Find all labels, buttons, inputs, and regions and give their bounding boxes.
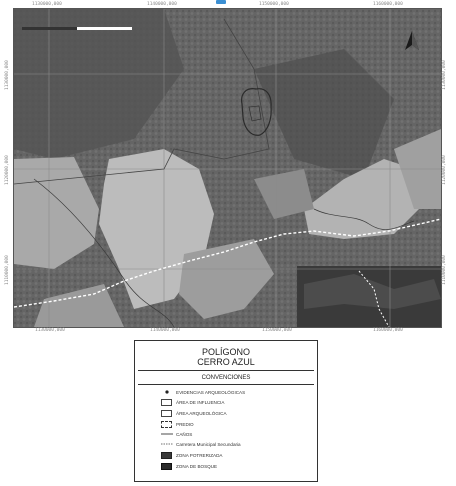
- coord-right-3: 1110000,000: [442, 255, 447, 285]
- map-view[interactable]: [13, 8, 442, 328]
- legend-item-archaeological: [160, 409, 227, 417]
- legend-item-label: ZONA DE BOSQUE: [176, 463, 218, 469]
- north-arrow-icon: [403, 30, 421, 52]
- legend-item-label: Carretera Municipal Secundaria: [176, 441, 241, 447]
- coord-right-2: 1120000,000: [442, 155, 447, 185]
- legend-item-road: [160, 440, 241, 448]
- line-icon: [160, 432, 173, 436]
- coord-right-1: 1130000,000: [442, 60, 447, 90]
- legend-conventions-heading: CONVENCIONES: [201, 375, 251, 381]
- coord-left-1: 1130000,000: [5, 60, 10, 90]
- top-marker: [216, 0, 226, 4]
- coord-bottom-2: 1140000,000: [150, 328, 180, 333]
- dark-box-icon: [160, 452, 173, 459]
- legend-item-pasture: [160, 451, 222, 459]
- legend-item-streams: [160, 430, 192, 438]
- coord-left-3: 1110000,000: [5, 255, 10, 285]
- legend-item-predio: [160, 420, 194, 428]
- legend-item-label: CAÑOS: [176, 431, 193, 437]
- legend-title-line2: CERRO AZUL: [197, 357, 255, 367]
- coord-bottom-1: 1130000,000: [35, 328, 65, 333]
- darker-box-icon: [160, 463, 173, 470]
- legend-item-evidence: [160, 388, 245, 396]
- coord-top-4: 1160000,000: [373, 2, 403, 7]
- map-legend: [134, 340, 318, 482]
- dot-icon: [160, 389, 173, 395]
- dashed-line-icon: [160, 442, 173, 446]
- legend-title-line1: POLÍGONO: [201, 347, 250, 357]
- coord-top-3: 1150000,000: [259, 2, 289, 7]
- legend-divider: [138, 384, 314, 385]
- legend-item-label: PREDIO: [176, 421, 194, 427]
- legend-item-label: EVIDENCIAS ARQUEOLÓGICAS: [176, 389, 246, 395]
- scale-bar: [22, 27, 132, 30]
- legend-item-forest: [160, 462, 217, 470]
- legend-divider: [138, 370, 314, 371]
- legend-title: [135, 347, 317, 367]
- coord-bottom-3: 1150000,000: [262, 328, 292, 333]
- dashed-box-icon: [160, 421, 173, 428]
- legend-item-label: ÁREA ARQUEOLÓGICA: [176, 410, 227, 416]
- coord-top-1: 1130000,000: [32, 2, 62, 7]
- coord-left-2: 1120000,000: [5, 155, 10, 185]
- legend-item-label: ÁREA DE INFLUENCIA: [176, 399, 225, 405]
- box-icon: [160, 410, 173, 417]
- legend-item-influence: [160, 398, 225, 406]
- legend-item-label: ZONA POTRERIZADA: [176, 452, 223, 458]
- box-icon: [160, 399, 173, 406]
- coord-bottom-4: 1160000,000: [373, 328, 403, 333]
- coord-top-2: 1140000,000: [147, 2, 177, 7]
- map-canvas: [14, 9, 441, 327]
